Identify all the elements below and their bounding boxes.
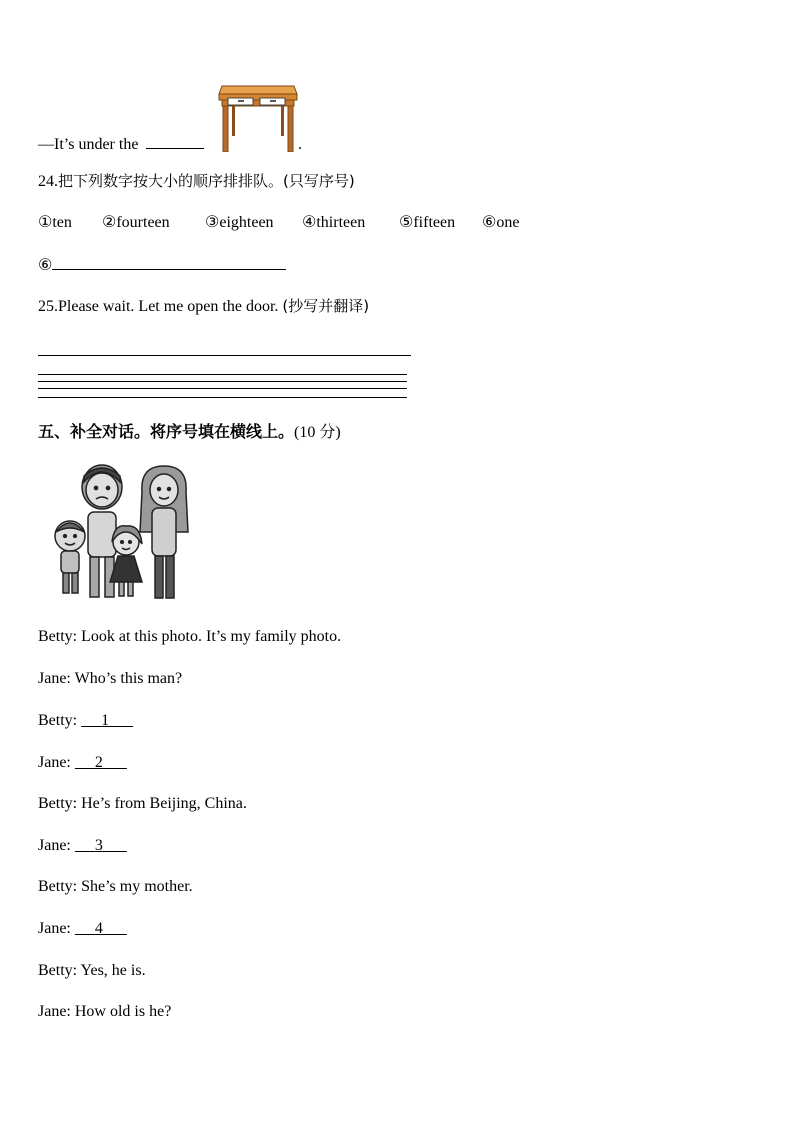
dialogue-blank-3[interactable] [75,837,127,854]
dialogue-line-4 [38,754,127,772]
q25-writing-line-1[interactable] [38,374,407,375]
q25-writing-line-2[interactable] [38,381,407,382]
blank-number: 4 [94,920,103,937]
desk-picture [218,80,298,152]
blank-number: 3 [94,837,103,854]
q25-prompt-chinese: (抄写并翻译) [282,297,370,315]
dialogue-speaker: Jane: [38,837,71,854]
dialogue-blank-1[interactable] [81,712,133,729]
dialogue-speaker: Betty: [38,962,78,979]
dialogue-line-1 [38,628,341,646]
q24-number: 24. [38,173,58,190]
q25-writing-line-4[interactable] [38,397,407,398]
dialogue-line-6 [38,837,127,855]
family-picture [48,462,198,602]
q24-option-3: ③eighteen [205,214,274,231]
q24-option-5: ⑤fifteen [399,214,456,231]
dialogue-line-3 [38,712,133,730]
q24-prompt [38,170,355,191]
q25-writing-line-3[interactable] [38,388,407,389]
dialogue-speaker: Jane: [38,920,71,937]
q25-prompt-english: Please wait. Let me open the door. [58,298,279,315]
dialogue-speaker: Jane: [38,754,71,771]
q23-answer-text: —It’s under the [38,136,139,153]
q23-period: . [298,136,302,153]
dialogue-line-10 [38,1003,171,1021]
dialogue-blank-2[interactable] [75,754,127,771]
q25-prompt [38,295,369,316]
q24-option-2: ②fourteen [102,214,170,231]
q23-answer-line [38,136,204,154]
dialogue-line-2 [38,670,182,688]
dialogue-text: Yes, he is. [80,962,146,979]
q23-answer-blank[interactable] [146,148,204,149]
blank-number: 1 [101,712,110,729]
dialogue-blank-4[interactable] [75,920,127,937]
q25-number: 25. [38,298,58,315]
blank-number: 2 [94,754,103,771]
dialogue-line-9 [38,962,146,980]
dialogue-text: Who’s this man? [74,670,183,687]
q24-answer-line [38,255,286,275]
dialogue-text: She’s my mother. [81,878,193,895]
q24-prompt-text: 把下列数字按大小的顺序排排队。(只写序号) [58,172,355,190]
dialogue-speaker: Jane: [38,1003,71,1020]
dialogue-speaker: Betty: [38,878,78,895]
q24-answer-mark: ⑥ [38,257,53,274]
dialogue-line-7 [38,878,193,896]
dialogue-text: He’s from Beijing, China. [81,795,247,812]
q24-option-6: ⑥one [482,214,520,231]
dialogue-line-5 [38,795,247,813]
dialogue-speaker: Betty: [38,795,78,812]
dialogue-speaker: Jane: [38,670,71,687]
section-5-title: 五、补全对话。将序号填在横线上。 [38,422,295,441]
q25-copy-line[interactable] [38,355,411,356]
dialogue-line-8 [38,920,127,938]
dialogue-text: How old is he? [74,1003,172,1020]
q24-option-4: ④thirteen [302,214,366,231]
dialogue-text: Look at this photo. It’s my family photo. [81,628,342,645]
dialogue-speaker: Betty: [38,628,78,645]
q24-answer-blank[interactable] [52,269,286,270]
dialogue-speaker: Betty: [38,712,78,729]
q24-option-1: ①ten [38,214,72,231]
section-5-score: (10 分) [294,424,341,441]
section-5-heading [38,419,341,442]
